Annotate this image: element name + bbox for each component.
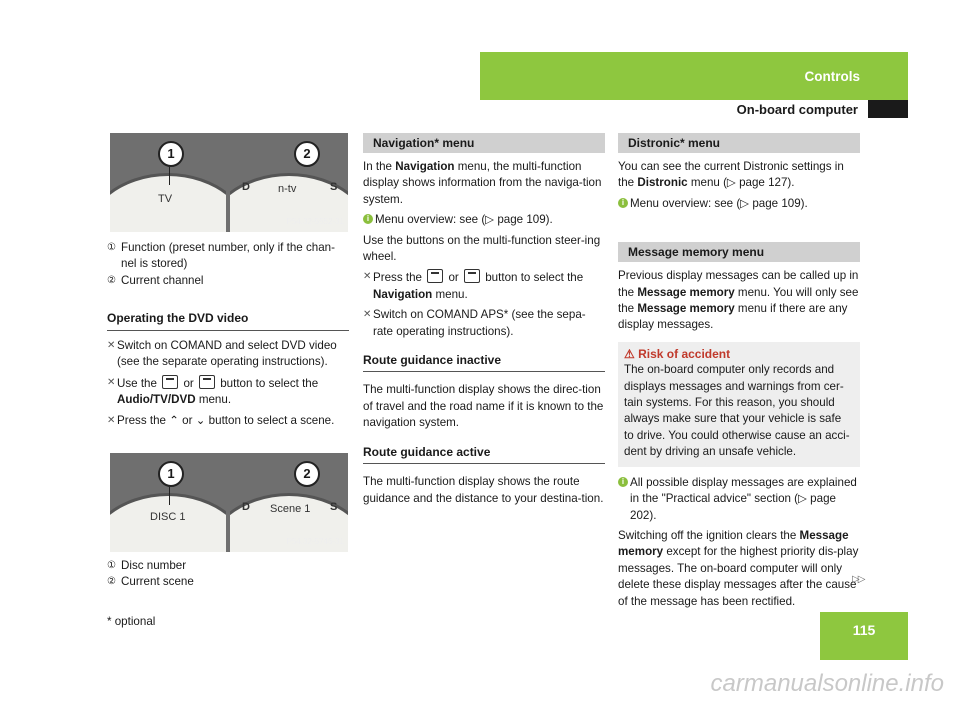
- legend-item: ② Current channel: [107, 273, 204, 287]
- info-note: i Menu overview: see (▷ page 109).: [363, 212, 605, 228]
- info-note: i All possible display messages are explained in the "Practical advice" section (▷ page 202).: [618, 475, 860, 524]
- step: ✕ Use the or button to select the Audio/TV/DVD menu.: [107, 376, 319, 407]
- callout-1: 1: [158, 461, 184, 487]
- chapter-title: On-board computer: [736, 102, 858, 117]
- page-number: 115: [852, 622, 876, 638]
- figure-dvd-display: [110, 453, 348, 552]
- callout-2: 2: [294, 461, 320, 487]
- display-panel-b: 2 D Scene 1 S P54.32-5746-31: [230, 453, 348, 552]
- watermark: carmanualsonline.info: [710, 670, 944, 697]
- nav-paragraph: In the Navigation menu, the multi-function display shows information from the naviga-tion system.: [363, 160, 602, 206]
- step: ✕ Press the or button to select the Navigation menu.: [363, 271, 584, 301]
- footnote: * optional: [107, 615, 156, 628]
- display-panel-a: [110, 453, 226, 552]
- legend-item: ① Disc number: [107, 559, 187, 572]
- legend-2: [107, 558, 349, 591]
- callout-2: 2: [294, 141, 320, 167]
- warning-icon: ⚠: [624, 346, 635, 361]
- down-arrow-icon: ⌄: [195, 413, 206, 427]
- display-panel-b: 2 D n-tv S P54.32-5552-31: [230, 133, 348, 232]
- display-text: DISC 1: [150, 511, 186, 523]
- menu-button-icon: [199, 375, 215, 389]
- page-number-tab: [820, 612, 908, 660]
- distronic-heading: Distronic* menu: [618, 133, 860, 153]
- display-text: TV: [158, 193, 173, 205]
- info-icon: i: [363, 214, 373, 224]
- middle-column: Navigation* menu In the Navigation menu, the multi-function display shows information from the naviga-tion system. i Menu overview: see (▷ page 109). Use the buttons on the multi-function steer-ing wheel. ✕ Press the or button to select the Navigation menu. ✕ Switch on COMAND APS* (see the sepa-rate operating instructions). Route guidance inactive The multi-function display shows the direc-tion of travel and the road name if it is known to the navigation system. Route guidance active The multi-function display shows the route guidance and the distance to your destina-tion.: [363, 133, 605, 507]
- info-icon: i: [618, 477, 628, 487]
- callout-1: 1: [158, 141, 184, 167]
- legend-1: [107, 240, 349, 289]
- display-panel-a: [110, 133, 226, 232]
- info-icon: i: [618, 198, 628, 208]
- risk-box: ⚠ Risk of accident The on-board computer only records and displays messages and warnings from cer-tain systems. For this reason, you should always make sure that your vehicle is safe to drive. You could otherwise cause an acci-dent by driving an unsafe vehicle.: [618, 342, 860, 467]
- active-heading: Route guidance active: [363, 444, 605, 464]
- legend-item: ① Function (preset number, only if the chan-nel is stored): [107, 241, 335, 271]
- menu-button-icon: [162, 375, 178, 389]
- menu-button-icon: [464, 269, 480, 283]
- continue-icon: ▷▷: [852, 574, 864, 585]
- nav-heading: Navigation* menu: [363, 133, 605, 153]
- dvd-heading: Operating the DVD video: [107, 310, 349, 331]
- up-arrow-icon: ⌃: [169, 413, 179, 427]
- section-tab: [480, 52, 908, 100]
- legend-item: ② Current scene: [107, 575, 194, 589]
- right-column: Distronic* menu You can see the current Distronic settings in the Distronic menu (▷ page 127). i Menu overview: see (▷ page 109). Message memory menu Previous display messages can be called up in the Message memory menu. You will only see the Message memory menu if there are any display messages. ⚠ Risk of accident The on-board computer only records and displays messages and warnings from cer-tain systems. For this reason, you should always make sure that your vehicle is safe to drive. You could otherwise cause an acci-dent by driving an unsafe vehicle. i All possible display messages are explained in the "Practical advice" section (▷ page 202). Switching off the ignition clears the Message memory except for the highest priority dis-play messages. The on-board computer will only delete these display messages after the cause of the message has been rectified.: [618, 133, 860, 610]
- inactive-heading: Route guidance inactive: [363, 352, 605, 372]
- msg-heading: Message memory menu: [618, 242, 860, 262]
- menu-button-icon: [427, 269, 443, 283]
- chapter-marker: [868, 100, 908, 118]
- step: ✕ Switch on COMAND and select DVD video (see the separate operating instructions).: [107, 339, 337, 369]
- info-note: i Menu overview: see (▷ page 109).: [618, 196, 860, 212]
- figure-tv-display: [110, 133, 348, 232]
- section-title: Controls: [804, 69, 860, 84]
- step: ✕ Switch on COMAND APS* (see the sepa-rate operating instructions).: [363, 308, 586, 338]
- dvd-steps: [107, 338, 349, 429]
- step: ✕ Press the ⌃ or ⌄ button to select a scene.: [107, 413, 335, 427]
